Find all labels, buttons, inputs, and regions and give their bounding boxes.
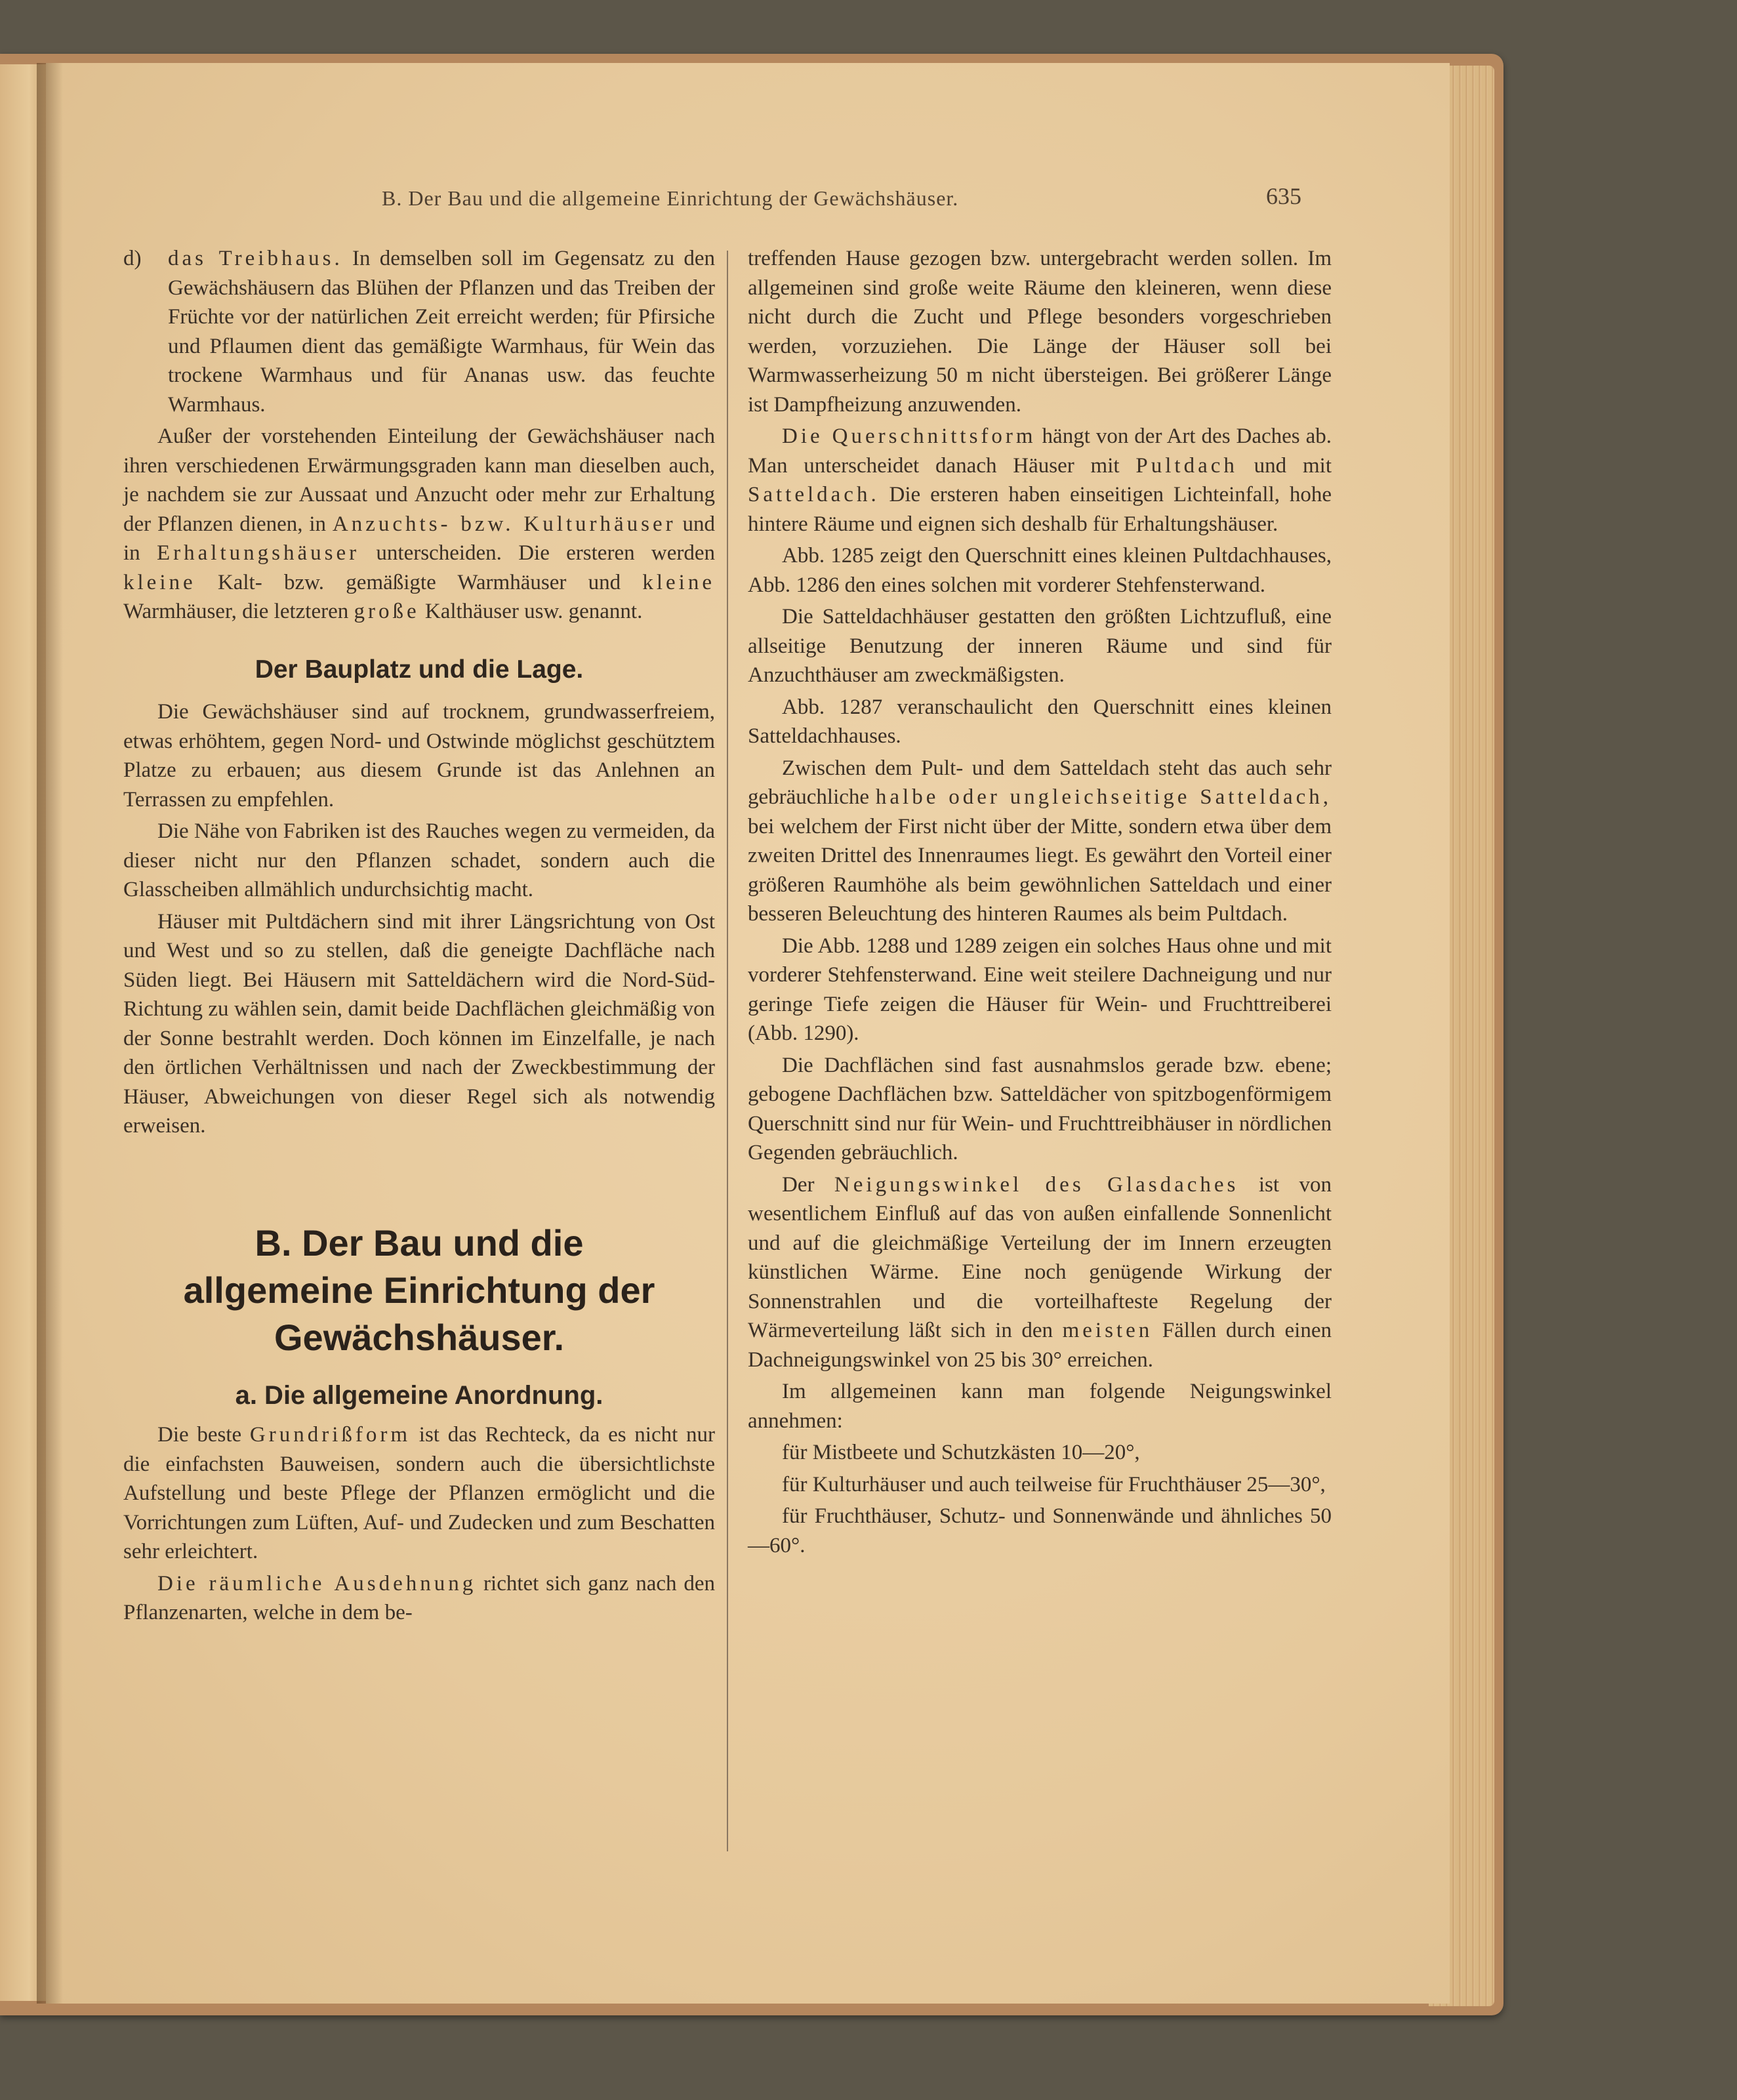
paragraph-dachflaechen: Die Dachflächen sind fast ausnahmslos gerade bzw. ebene; gebogene Dachflächen bzw. Satteldächer von spitzbogenförmigem Querschnitt sind nur für Wein- und Fruchttreibhäuser in nördlichen Gegenden gebräuchlich. — [748, 1053, 1332, 1164]
spaced-term: Satteldach. — [748, 483, 880, 506]
paragraph-ausdehnung — [123, 1569, 715, 1628]
chapter-heading-line-3: Gewächshäuser. — [274, 1316, 564, 1358]
right-column — [748, 244, 1332, 1563]
paragraph-treibhaus — [123, 244, 715, 419]
paragraph-neigungswinkel — [748, 1170, 1332, 1375]
chapter-heading — [123, 1220, 715, 1361]
spaced-term: Neigungswinkel des Glasdaches — [834, 1172, 1239, 1197]
column-rule — [727, 251, 728, 1851]
paragraph-text: ist das Rechteck, da es nicht nur die einfachsten Bauweisen, sondern auch die übersichtlichste Aufstellung und beste Pflege der Pflanzen ermöglicht und die Vorrichtungen zum Lüften, Auf- und Zudecken und zum Beschatten sehr erleichtert. — [123, 1423, 715, 1563]
spaced-term: Erhaltungshäuser — [156, 541, 360, 565]
spaced-term: halbe oder ungleichseitige Satteldach, — [875, 785, 1332, 809]
paragraph-neigungen-intro: Im allgemeinen kann man folgende Neigungswinkel annehmen: — [748, 1380, 1332, 1433]
spaced-term: Anzuchts- bzw. Kulturhäuser — [332, 512, 676, 536]
list-label: d) — [123, 247, 142, 270]
paragraph-bauplatz: Die Gewächshäuser sind auf trocknem, grundwasserfreiem, etwas erhöhtem, gegen Nord- und Ostwinde möglichst geschütztem Platze zu erbauen; aus diesem Grunde ist das Anlehnen an Terrassen zu empfehlen. — [123, 700, 715, 812]
running-head: B. Der Bau und die allgemeine Einrichtung der Gewächshäuser. — [382, 186, 959, 210]
paragraph-text: Außer der vorstehenden Einteilung der Gewächshäuser nach ihren verschiedenen Erwärmungsgraden kann man dieselben auch, je nachdem sie zur Aussaat und Anzucht oder mehr zur Erhaltung der Pflanzen dienen, in — [123, 424, 715, 536]
paragraph-abb-1285: Abb. 1285 zeigt den Querschnitt eines kleinen Pultdachhauses, Abb. 1286 den eines solchen mit vorderer Stehfensterwand. — [748, 544, 1332, 597]
paragraph-text: Fällen durch einen Dachneigungswinkel von 25 bis 30° erreichen. — [748, 1319, 1332, 1372]
paragraph-text: hängt von der Art des Daches ab. Man unterscheidet danach Häuser mit — [748, 424, 1332, 478]
paragraph-text: Die beste — [157, 1423, 250, 1447]
paragraph-grundriss — [123, 1420, 715, 1567]
paragraph-continuation: treffenden Hause gezogen bzw. untergebracht werden sollen. Im allgemeinen sind große weite Räume den kleineren, wenn diese nicht durch die Zucht und Pflege besonders vorgeschrieben werden, vorzuziehen. Die Länge der Häuser soll bei Warmwasserheizung 50 m nicht übersteigen. Bei größerer Länge ist Dampfheizung anzuwenden. — [748, 247, 1332, 417]
paragraph-halbes-satteldach — [748, 754, 1332, 929]
paragraph-satteldach: Die Satteldachhäuser gestatten den größten Lichtzufluß, eine allseitige Benutzung der inneren Räume und sind für Anzuchthäuser am zweckmäßigsten. — [748, 605, 1332, 687]
paragraph-text: Die ersteren haben einseitigen Lichteinfall, hohe hintere Räume und eignen sich deshalb für Erhaltungshäuser. — [748, 483, 1332, 536]
spaced-term: kleine — [123, 570, 196, 594]
list-item-fruchthaeuser: für Fruchthäuser, Schutz- und Sonnenwände und ähnliches 50—60°. — [748, 1504, 1332, 1557]
spaced-term: meisten — [1062, 1319, 1153, 1342]
paragraph-text: ist von wesentlichem Einfluß auf das von außen einfallende Sonnenlicht und auf die gleichmäßige Verteilung der im Innern erzeugten künstlichen Wärme. Eine noch genügende Wirkung der Sonnenstrahlen und die vorteilhafteste Regelung der Wärmeverteilung läßt sich in den — [748, 1172, 1332, 1342]
paragraph-text: und mit — [1237, 453, 1332, 478]
subsection-heading: a. Die allgemeine Anordnung. — [235, 1380, 603, 1410]
page-gutter-shadow — [37, 63, 63, 2004]
spaced-term: Grundrißform — [249, 1423, 411, 1447]
paragraph-pultdaecher: Häuser mit Pultdächern sind mit ihrer Längsrichtung von Ost und West und so zu stellen, daß die geneigte Dachfläche nach Süden liegt. Bei Häusern mit Satteldächern wird die Nord-Süd-Richtung zu wählen sein, damit beide Dachflächen gleichmäßig von der Sonne bestrahlt werden. Doch können im Einzelfalle, je nach den örtlichen Verhältnissen und nach der Zweckbestimmung der Häuser, Abweichungen von dieser Regel sich als notwendig erweisen. — [123, 909, 715, 1138]
spaced-term: Die Querschnittsform — [782, 424, 1036, 448]
paragraph-einteilung — [123, 422, 715, 627]
paragraph-text: Kalt- bzw. gemäßigte Warmhäuser und — [195, 570, 643, 594]
paragraph-text: Zwischen dem Pult- und dem Satteldach steht das auch sehr gebräuchliche — [748, 756, 1332, 809]
paragraph-text: Der — [782, 1172, 834, 1197]
paragraph-text: und in — [123, 512, 716, 565]
paragraph-text: In demselben soll im Gegensatz zu den Gewächshäusern das Blühen der Pflanzen und das Treiben der Früchte vor der natürlichen Zeit erreicht werden; für Pfirsiche und Pflaumen dient das gemäßigte Warmhaus, für Wein das trockene Warmhaus und für Ananas usw. das feuchte Warmhaus. — [168, 247, 715, 417]
paragraph-fabriken: Die Nähe von Fabriken ist des Rauches wegen zu vermeiden, da dieser nicht nur den Pflanzen schadet, sondern auch die Glasscheiben allmählich undurchsichtig macht. — [123, 819, 715, 901]
spaced-term: Die räumliche Ausdehnung — [157, 1571, 477, 1596]
paragraph-text: unterscheiden. Die ersteren werden — [359, 541, 716, 565]
paragraph-text: bei welchem der First nicht über der Mitte, sondern etwa über dem zweiten Drittel des Innenraumes liegt. Es gewährt den Vorteil einer größeren Raumhöhe als beim gewöhnlichen Satteldach und einer besseren Beleuchtung des hinteren Raumes als beim Pultdach. — [748, 814, 1332, 926]
section-heading-lage: Der Bauplatz und die Lage. — [255, 655, 584, 684]
spaced-term: kleine — [642, 570, 715, 594]
spaced-term: große — [354, 600, 420, 623]
list-item-kulturhaeuser: für Kulturhäuser und auch teilweise für Fruchthäuser 25—30°, — [782, 1472, 1326, 1496]
left-column — [123, 244, 715, 1630]
paragraph-abb-1288: Die Abb. 1288 und 1289 zeigen ein solches Haus ohne und mit vorderer Stehfensterwand. Eine weit steilere Dachneigung und nur geringe Tiefe zeigen die Häuser für Wein- und Fruchttreiberei (Abb. 1290). — [748, 934, 1332, 1045]
chapter-heading-line-2: allgemeine Einrichtung der — [183, 1269, 655, 1311]
page-number: 635 — [1266, 183, 1301, 209]
list-item-mistbeete: für Mistbeete und Schutzkästen 10—20°, — [782, 1441, 1140, 1464]
chapter-heading-line-1: B. Der Bau und die — [255, 1222, 584, 1264]
paragraph-abb-1287: Abb. 1287 veranschaulicht den Querschnitt eines kleinen Satteldachhauses. — [748, 695, 1332, 748]
spaced-term: das Treibhaus. — [168, 247, 343, 270]
paragraph-querschnitt — [748, 422, 1332, 539]
paragraph-text: richtet sich ganz nach den Pflanzenarten, welche in dem be- — [123, 1571, 715, 1624]
spaced-term: Pultdach — [1135, 453, 1238, 478]
paragraph-text: Kalthäuser usw. genannt. — [419, 600, 643, 623]
paragraph-text: Warmhäuser, die letzteren — [123, 600, 354, 623]
